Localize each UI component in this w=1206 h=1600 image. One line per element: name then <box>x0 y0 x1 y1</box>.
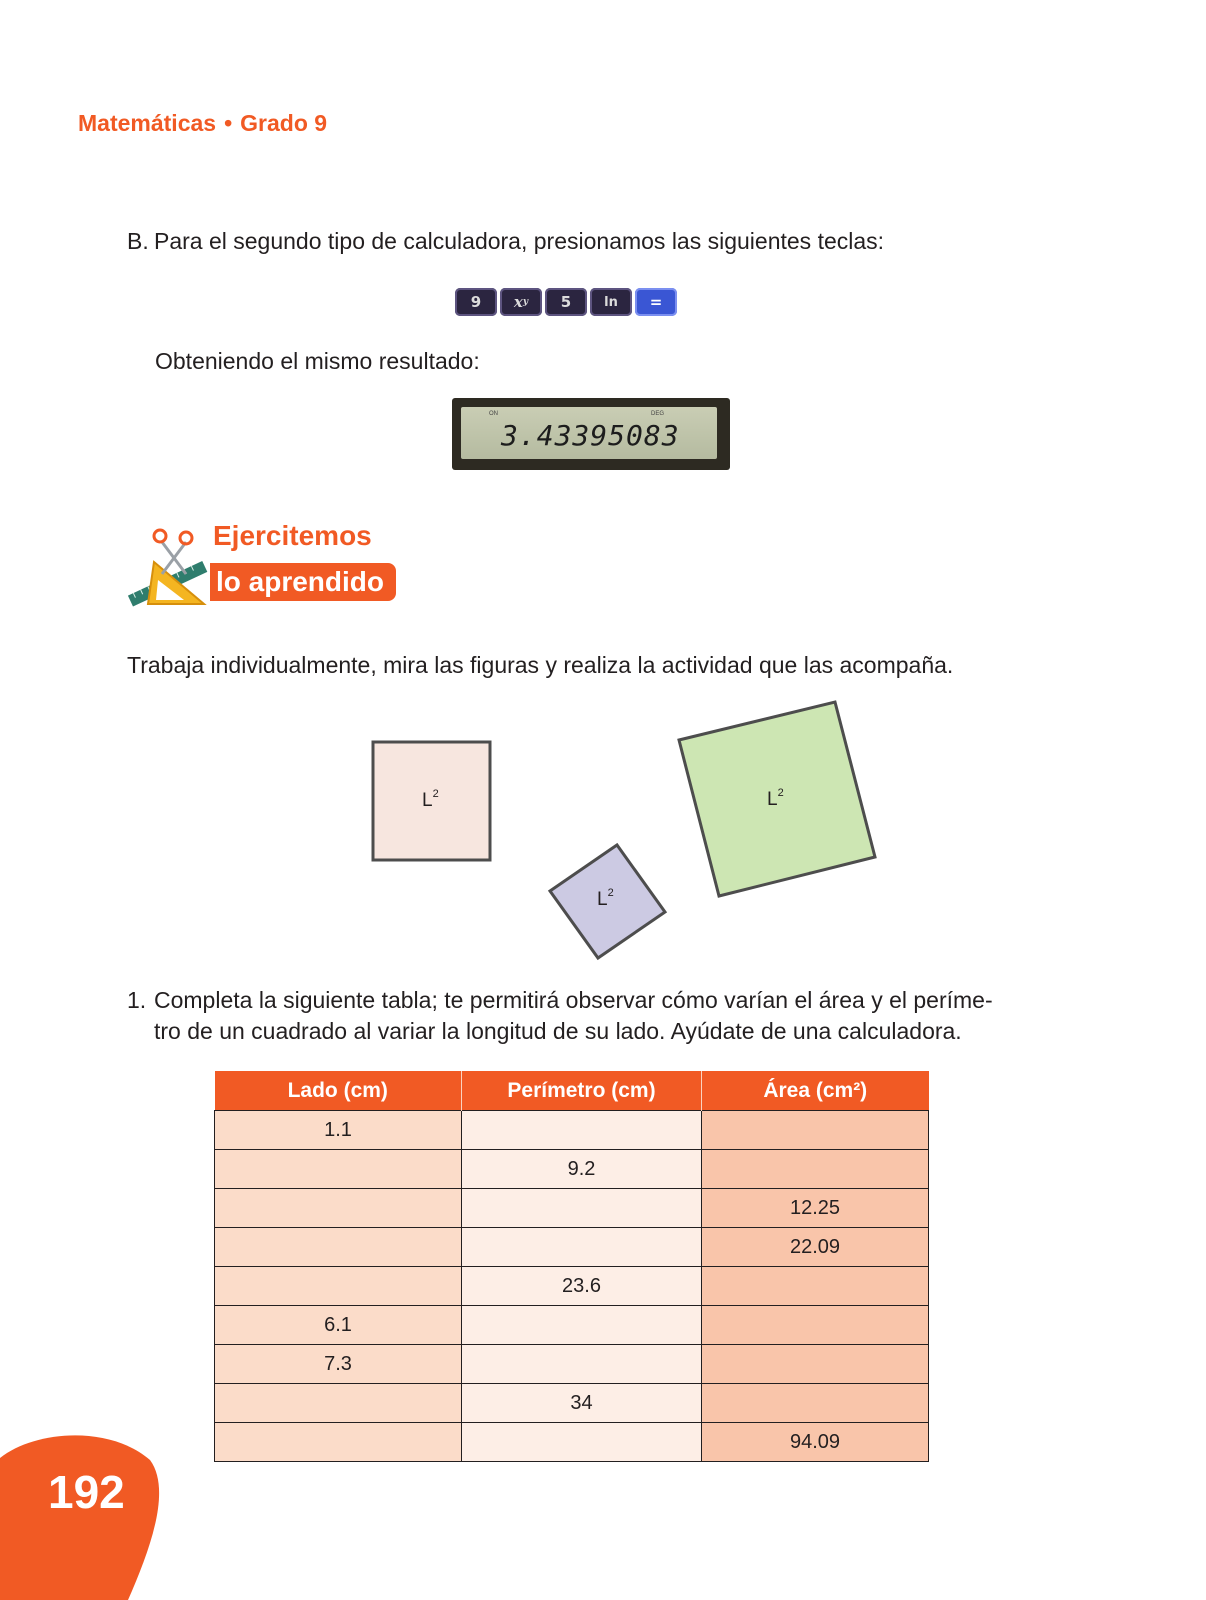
square-middle-label: $L^2$ <box>597 887 614 910</box>
cell-perimetro[interactable] <box>462 1345 702 1384</box>
cell-perimetro[interactable]: 23.6 <box>462 1267 702 1306</box>
square-right-label: $L^2$ <box>767 787 784 810</box>
header-area: Área (cm²) <box>702 1071 929 1111</box>
header-subject: Matemáticas <box>78 110 217 136</box>
cell-lado[interactable] <box>215 1189 462 1228</box>
badge-title-line2: lo aprendido <box>210 563 396 601</box>
cell-perimetro[interactable] <box>462 1423 702 1462</box>
cell-area[interactable] <box>702 1306 929 1345</box>
cell-perimetro[interactable] <box>462 1111 702 1150</box>
cell-perimetro[interactable]: 34 <box>462 1384 702 1423</box>
table-row <box>215 1189 929 1228</box>
table-row <box>215 1384 929 1423</box>
cell-area[interactable] <box>702 1267 929 1306</box>
cell-area[interactable] <box>702 1150 929 1189</box>
instruction-text: Trabaja individualmente, mira las figuras y realiza la actividad que las acompaña. <box>127 652 954 678</box>
cell-lado[interactable] <box>215 1384 462 1423</box>
key-5: 5 <box>545 288 587 316</box>
cell-lado[interactable] <box>215 1228 462 1267</box>
section-b-text: Para el segundo tipo de calculadora, presionamos las siguientes teclas: <box>154 228 885 254</box>
section-b-marker: B. <box>127 228 149 254</box>
cell-area[interactable] <box>702 1384 929 1423</box>
table-row <box>215 1267 929 1306</box>
result-intro-text: Obteniendo el mismo resultado: <box>155 348 480 374</box>
lcd-annunciator-on: ON <box>489 411 498 417</box>
lcd-annunciator-deg: DEG <box>651 411 665 417</box>
key-power: x y <box>500 288 542 316</box>
cell-lado[interactable]: 1.1 <box>215 1111 462 1150</box>
header-perimetro: Perímetro (cm) <box>462 1071 702 1111</box>
square-left-label: $L^2$ <box>422 788 439 811</box>
table-row <box>215 1345 929 1384</box>
table-row <box>215 1228 929 1267</box>
table-header-row <box>215 1071 929 1111</box>
badge-title-line1: Ejercitemos <box>213 520 372 551</box>
cell-perimetro[interactable] <box>462 1306 702 1345</box>
cell-lado[interactable]: 6.1 <box>215 1306 462 1345</box>
cell-lado[interactable] <box>215 1423 462 1462</box>
cell-area[interactable] <box>702 1111 929 1150</box>
exercise-1-line1: Completa la siguiente tabla; te permitirá observar cómo varían el área y el períme- <box>154 987 993 1013</box>
cell-lado[interactable] <box>215 1267 462 1306</box>
header-separator: • <box>224 110 233 136</box>
exercise-1-text <box>127 985 993 1047</box>
side-perimeter-area-table <box>214 1071 929 1462</box>
table-row <box>215 1150 929 1189</box>
cell-lado[interactable] <box>215 1150 462 1189</box>
cell-area[interactable]: 22.09 <box>702 1228 929 1267</box>
cell-area[interactable] <box>702 1345 929 1384</box>
table-row <box>215 1423 929 1462</box>
cell-area[interactable]: 12.25 <box>702 1189 929 1228</box>
cell-lado[interactable]: 7.3 <box>215 1345 462 1384</box>
cell-perimetro[interactable] <box>462 1189 702 1228</box>
exercise-1-line2: tro de un cuadrado al variar la longitud de su lado. Ayúdate de una calculadora. <box>154 1018 962 1044</box>
key-9: 9 <box>455 288 497 316</box>
exercise-1-marker: 1. <box>127 987 147 1013</box>
cell-perimetro[interactable] <box>462 1228 702 1267</box>
page-number: 192 <box>48 1466 125 1518</box>
cell-area[interactable]: 94.09 <box>702 1423 929 1462</box>
key-equals: = <box>635 288 677 316</box>
header-grade: Grado 9 <box>240 110 328 136</box>
lcd-digits: 3.43395083 <box>501 419 680 452</box>
table-row <box>215 1306 929 1345</box>
key-ln: ln <box>590 288 632 316</box>
cell-perimetro[interactable]: 9.2 <box>462 1150 702 1189</box>
header-lado: Lado (cm) <box>215 1071 462 1111</box>
table-row <box>215 1111 929 1150</box>
